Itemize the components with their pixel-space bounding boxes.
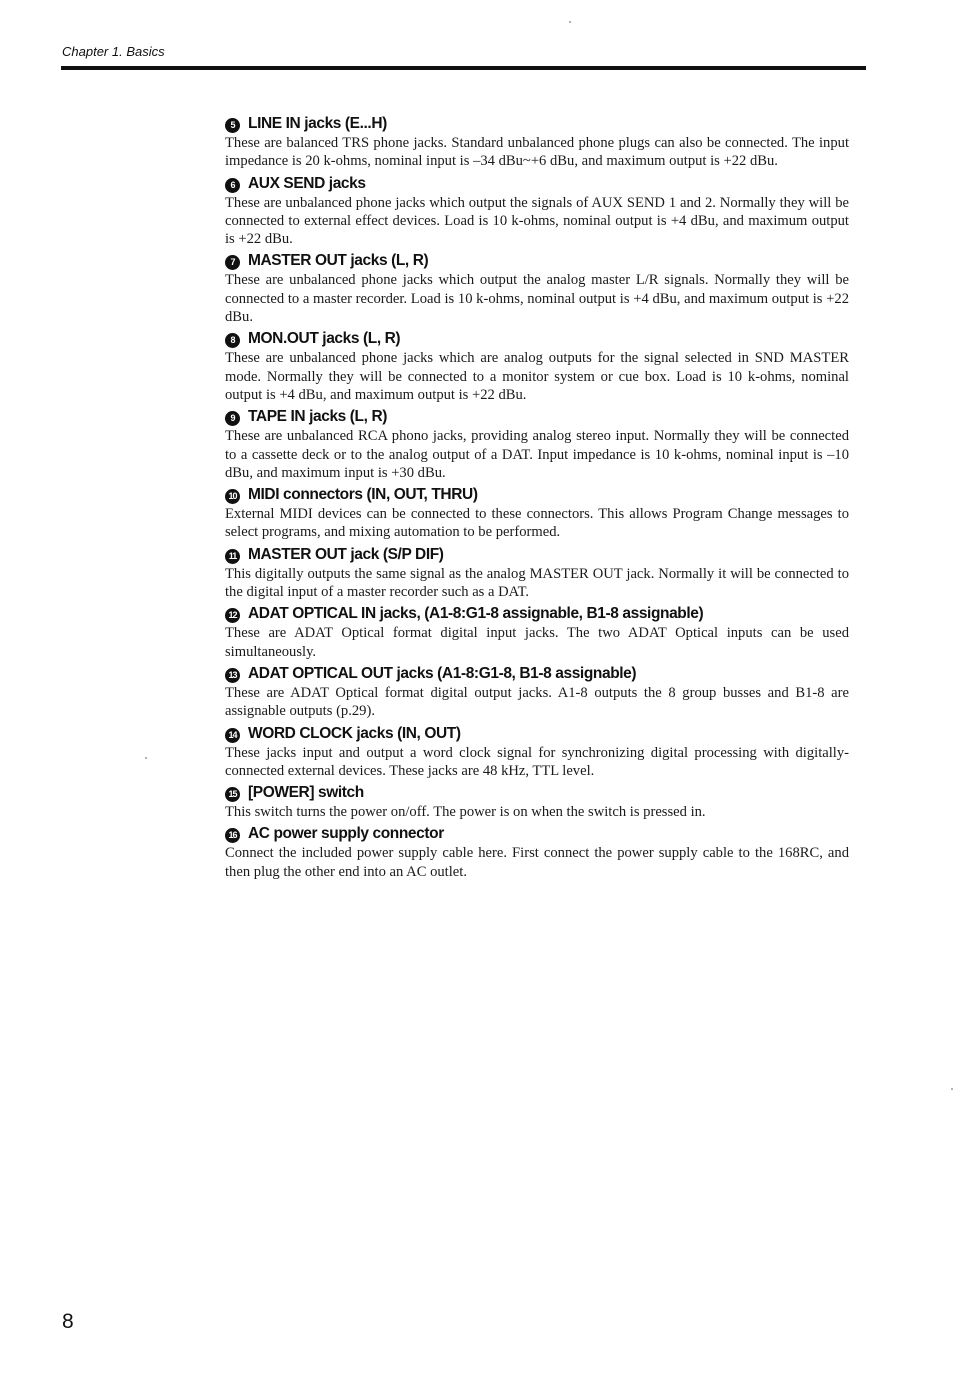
chapter-header: Chapter 1. Basics (62, 44, 165, 59)
heading-text: AC power supply connector (248, 825, 444, 843)
heading-text: ADAT OPTICAL OUT jacks (A1-8:G1-8, B1-8 assignable) (248, 664, 637, 682)
heading-text: ADAT OPTICAL IN jacks, (A1-8:G1-8 assignable, B1-8 assignable) (248, 605, 704, 623)
section-body: This digitally outputs the same signal as the analog MASTER OUT jack. Normally it will be connected to the digital input of a master recorder such as a DAT. (225, 565, 849, 601)
circled-number-13-icon: 13 (225, 668, 240, 683)
section-heading (225, 604, 849, 624)
heading-text: TAPE IN jacks (L, R) (248, 408, 387, 426)
circled-number-10-icon: 10 (225, 489, 240, 504)
section-body: These are unbalanced RCA phono jacks, providing analog stereo input. Normally they will be connected to a cassette deck or to the analog output of a DAT. Input impedance is 10 k-ohms, nominal input is –10 dBu, and maximum input is +30 dBu. (225, 428, 849, 481)
section-aux-send-jacks (225, 174, 849, 249)
section-body: External MIDI devices can be connected to these connectors. This allows Program Change messages to select programs, and mixing automation to be performed. (225, 506, 849, 541)
heading-text: MIDI connectors (IN, OUT, THRU) (248, 486, 478, 504)
section-heading (225, 114, 849, 134)
scan-speck (569, 21, 571, 23)
scan-speck (145, 757, 147, 759)
section-midi-connectors (225, 485, 849, 542)
section-body: Connect the included power supply cable here. First connect the power supply cable to the 168RC, and then plug the other end into an AC outlet. (225, 845, 849, 880)
section-heading (225, 783, 849, 803)
section-ac-power-connector (225, 824, 849, 881)
section-body: This switch turns the power on/off. The power is on when the switch is pressed in. (225, 804, 706, 821)
section-heading (225, 251, 849, 271)
circled-number-7-icon: 7 (225, 255, 240, 270)
section-heading (225, 664, 849, 684)
section-body: These are ADAT Optical format digital output jacks. A1-8 outputs the 8 group busses and B1-8 are assignable outputs (p.29). (225, 684, 849, 720)
heading-text: MASTER OUT jacks (L, R) (248, 252, 429, 270)
section-master-out-jacks (225, 251, 849, 326)
main-content (225, 114, 849, 884)
section-body: These jacks input and output a word clock signal for synchronizing digital processing with digitally-connected external devices. These jacks are 48 kHz, TTL level. (225, 744, 849, 779)
section-body: These are unbalanced phone jacks which output the signals of AUX SEND 1 and 2. Normally they will be connected to external effect devices. Load is 10 k-ohms, nominal output is +4 dBu, and maximum output is +22 dBu. (225, 194, 849, 248)
section-adat-optical-out (225, 664, 849, 721)
section-body: These are balanced TRS phone jacks. Standard unbalanced phone plugs can also be connected. The input impedance is 20 k-ohms, nominal input is –34 dBu~+6 dBu, and maximum output is +22 dBu. (225, 135, 849, 170)
circled-number-8-icon: 8 (225, 333, 240, 348)
section-heading (225, 824, 849, 844)
section-body: These are ADAT Optical format digital input jacks. The two ADAT Optical inputs can be used simultaneously. (225, 625, 849, 660)
section-master-out-spdif (225, 545, 849, 602)
circled-number-12-icon: 12 (225, 608, 240, 623)
section-power-switch (225, 783, 849, 821)
section-body: These are unbalanced phone jacks which are analog outputs for the signal selected in SND MASTER mode. Normally they will be connected to a monitor system or cue box. Load is 10 k-ohms, nominal output is +4 dBu, and maximum output is +22 dBu. (225, 350, 849, 403)
section-tape-in-jacks (225, 407, 849, 482)
section-line-in-jacks (225, 114, 849, 171)
section-heading (225, 174, 849, 194)
section-heading (225, 724, 849, 744)
heading-text: WORD CLOCK jacks (IN, OUT) (248, 724, 461, 742)
circled-number-9-icon: 9 (225, 411, 240, 426)
heading-text: [POWER] switch (248, 784, 364, 802)
header-rule (61, 66, 866, 70)
page-number: 8 (62, 1310, 74, 1333)
section-adat-optical-in (225, 604, 849, 661)
section-body: These are unbalanced phone jacks which output the analog master L/R signals. Normally they will be connected to a master recorder. Load is 10 k-ohms, nominal output is +4 dBu, and maximum output is +22 dBu. (225, 272, 849, 326)
section-heading (225, 407, 849, 427)
heading-text: LINE IN jacks (E...H) (248, 115, 387, 132)
circled-number-16-icon: 16 (225, 828, 240, 843)
circled-number-5-icon: 5 (225, 118, 240, 133)
section-heading (225, 485, 849, 505)
scan-speck (951, 1088, 953, 1090)
section-heading (225, 545, 849, 565)
heading-text: MASTER OUT jack (S/P DIF) (248, 545, 444, 563)
circled-number-6-icon: 6 (225, 178, 240, 193)
section-heading (225, 329, 849, 349)
heading-text: MON.OUT jacks (L, R) (248, 330, 401, 348)
circled-number-15-icon: 15 (225, 787, 240, 802)
section-word-clock-jacks (225, 724, 849, 781)
section-mon-out-jacks (225, 329, 849, 404)
heading-text: AUX SEND jacks (248, 174, 366, 192)
circled-number-11-icon: 11 (225, 549, 240, 564)
circled-number-14-icon: 14 (225, 728, 240, 743)
